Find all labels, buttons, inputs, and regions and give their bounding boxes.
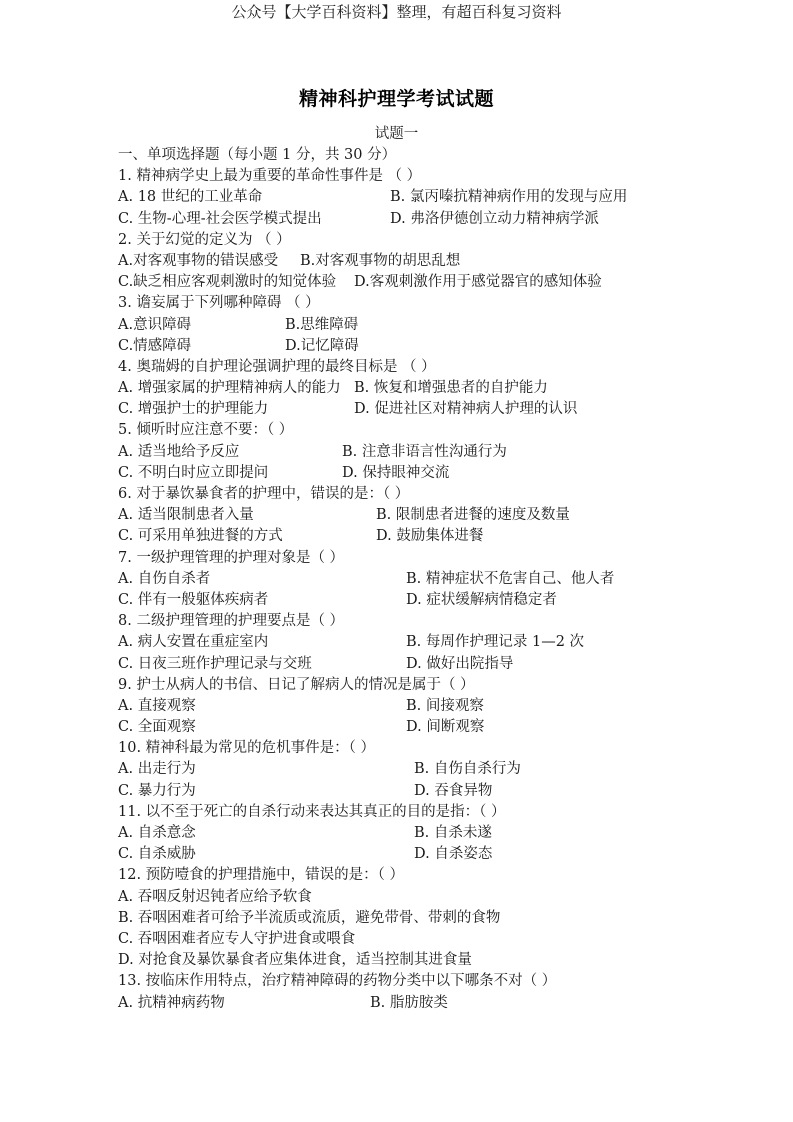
option-row (118, 632, 718, 653)
option-c: C. 可采用单独进餐的方式 (118, 528, 283, 545)
option-row (118, 399, 718, 420)
option-row (118, 590, 718, 611)
option-row (118, 251, 718, 272)
option-d: D. 症状缓解病情稳定者 (406, 591, 557, 608)
option-a: A. 病人安置在重症室内 (118, 634, 269, 651)
question-stem: 2. 关于幻觉的定义为 （ ） (118, 231, 291, 248)
option-d: D. 间断观察 (406, 719, 485, 736)
option-row (118, 844, 718, 865)
option-c: C. 生物-心理-社会医学模式提出 (118, 210, 322, 227)
option-c: C. 伴有一般躯体疾病者 (118, 591, 269, 608)
option-a: A. 抗精神病药物 (118, 994, 225, 1011)
option-a: A. 适当限制患者入量 (118, 507, 254, 524)
option-d: D. 弗洛伊德创立动力精神病学派 (390, 210, 599, 227)
option-row (118, 315, 718, 336)
option-b: B. 脂肪胺类 (370, 994, 448, 1011)
question-stem: 1. 精神病学史上最为重要的革命性事件是 （ ） (118, 168, 422, 185)
option-b: B. 间接观察 (406, 697, 484, 714)
option-a: A. 出走行为 (118, 761, 196, 778)
option-b: B. 自杀未遂 (414, 825, 492, 841)
option-row (118, 442, 718, 463)
option-c: C. 增强护士的护理能力 (118, 401, 269, 418)
option-b: B. 注意非语言性沟通行为 (342, 443, 507, 460)
option-a: A. 18 世纪的工业革命 (118, 189, 263, 206)
option-d: D. 对抢食及暴饮暴食者应集体进食，适当控制其进食量 (118, 952, 472, 969)
option-b: B. 自伤自杀行为 (414, 761, 521, 778)
option-c: C.缺乏相应客观刺激时的知觉体验 (118, 274, 337, 291)
option-row (118, 569, 718, 590)
option-b: B. 每周作护理记录 1—2 次 (406, 634, 585, 651)
question-stem: 13. 按临床作用特点，治疗精神障碍的药物分类中以下哪条不对（ ） (118, 973, 557, 990)
option-row (118, 505, 718, 526)
option-a: A. 增强家属的护理精神病人的能力 (118, 380, 341, 397)
option-d: D. 吞食异物 (414, 782, 493, 799)
section-heading: 一、单项选择题（每小题 1 分，共 30 分） (118, 147, 397, 163)
option-row (118, 209, 718, 230)
option-d: D. 做好出院指导 (406, 655, 514, 672)
option-row (118, 781, 718, 802)
question-stem: 8. 二级护理管理的护理要点是（ ） (118, 613, 345, 630)
option-row (118, 759, 718, 780)
option-row (118, 823, 718, 844)
option-a: A. 适当地给予反应 (118, 443, 240, 460)
option-a: A.对客观事物的错误感受 (118, 252, 279, 269)
option-a: A. 直接观察 (118, 697, 196, 714)
option-b: B. 精神症状不危害自己、他人者 (406, 570, 615, 587)
option-a: A. 自杀意念 (118, 825, 196, 841)
page-header-note: 公众号【大学百科资料】整理，有超百科复习资料 (231, 3, 562, 21)
option-b: B.思维障碍 (285, 316, 359, 333)
option-row (118, 993, 718, 1014)
option-d: D. 保持眼神交流 (342, 464, 450, 481)
option-row (118, 463, 718, 484)
option-row (118, 336, 718, 357)
option-b: B.对客观事物的胡思乱想 (300, 252, 461, 269)
option-c: C. 全面观察 (118, 719, 196, 736)
option-b: B. 限制患者进餐的速度及数量 (376, 507, 570, 524)
option-b: B. 恢复和增强患者的自护能力 (354, 380, 548, 397)
exam-subtitle: 试题一 (374, 126, 419, 142)
question-stem: 4. 奥瑞姆的自护理论强调护理的最终目标是 （ ） (118, 358, 436, 375)
option-d: D.客观刺激作用于感觉器官的感知体验 (354, 274, 602, 291)
option-b: B. 氯丙嗪抗精神病作用的发现与应用 (390, 189, 628, 206)
option-a: A.意识障碍 (118, 316, 192, 333)
option-row (118, 654, 718, 675)
question-stem: 7. 一级护理管理的护理对象是（ ） (118, 549, 345, 566)
option-d: D.记忆障碍 (285, 337, 359, 354)
option-b: B. 吞咽困难者可给予半流质或流质，避免带骨、带刺的食物 (118, 909, 501, 926)
option-row (118, 526, 718, 547)
option-c: C. 日夜三班作护理记录与交班 (118, 655, 312, 672)
question-stem: 6. 对于暴饮暴食者的护理中，错误的是：（ ） (118, 486, 410, 502)
option-row (118, 272, 718, 293)
option-c: C. 不明白时应立即提问 (118, 464, 269, 481)
option-row (118, 717, 718, 738)
document-title: 精神科护理学考试试题 (298, 88, 494, 110)
question-stem: 9. 护士从病人的书信、日记了解病人的情况是属于（ ） (118, 676, 475, 693)
option-c: C. 暴力行为 (118, 782, 196, 799)
option-c: C.情感障碍 (118, 337, 192, 354)
option-d: D. 鼓励集体进餐 (376, 528, 484, 545)
exam-content (118, 145, 718, 1014)
option-row (118, 378, 718, 399)
option-d: D. 自杀姿态 (414, 846, 493, 863)
option-a: A. 自伤自杀者 (118, 570, 211, 587)
question-stem: 3. 谵妄属于下列哪种障碍 （ ） (118, 295, 320, 312)
option-row (118, 187, 718, 208)
option-row (118, 696, 718, 717)
option-d: D. 促进社区对精神病人护理的认识 (354, 401, 578, 418)
option-c: C. 吞咽困难者应专人守护进食或喂食 (118, 930, 356, 947)
option-c: C. 自杀威胁 (118, 846, 196, 863)
question-stem: 11. 以不至于死亡的自杀行动来表达其真正的目的是指：（ ） (118, 803, 506, 820)
question-stem: 10. 精神科最为常见的危机事件是：（ ） (118, 740, 376, 757)
question-stem: 5. 倾听时应注意不要：（ ） (118, 422, 294, 439)
option-a: A. 吞咽反射迟钝者应给予软食 (118, 888, 312, 905)
question-stem: 12. 预防噎食的护理措施中，错误的是：（ ） (118, 867, 405, 884)
